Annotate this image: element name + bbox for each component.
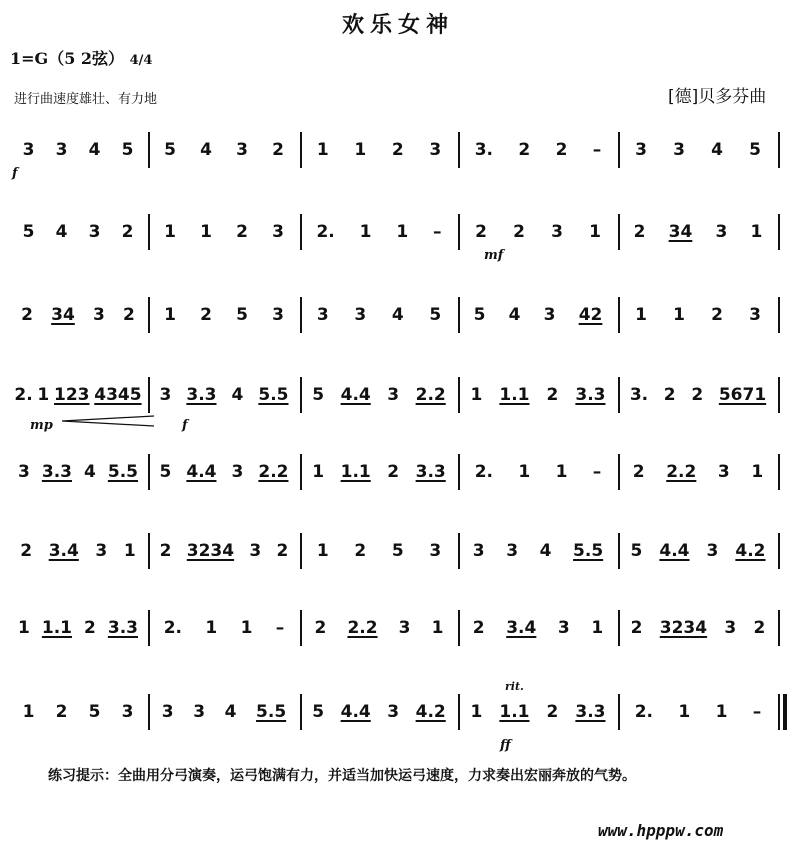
note: 1 (205, 618, 218, 638)
note: 2 (20, 541, 33, 561)
note: 1 (431, 618, 444, 638)
note: 1 (312, 462, 325, 482)
ritardando: rit. (505, 680, 524, 693)
note: 1 (200, 222, 212, 242)
note: 3.3 (186, 385, 217, 405)
note: 3234 (659, 618, 708, 638)
measure (462, 702, 614, 802)
note: 3 (272, 222, 284, 242)
note: 3 (161, 702, 174, 722)
note: 5 (749, 140, 761, 160)
note: 2 (84, 618, 96, 638)
note: 3 (88, 222, 101, 242)
note: 2 (21, 305, 33, 325)
measure (12, 702, 144, 802)
note: 5.5 (256, 702, 287, 722)
note: 4 (391, 305, 404, 325)
bar-line (148, 533, 150, 569)
note: 4.2 (735, 541, 766, 561)
bar-line (300, 454, 302, 490)
bar-line (300, 694, 302, 730)
note: 4 (84, 462, 96, 482)
note: 3 (551, 222, 563, 242)
note: 3 (55, 140, 68, 160)
note: 2. (316, 222, 335, 242)
note: 2 (555, 140, 568, 160)
bar-line (300, 610, 302, 646)
note: 3 (193, 702, 206, 722)
practice-tip: 练习提示：全曲用分弓演奏，运弓饱满有力，并适当加快运弓速度，力求奏出宏丽奔放的气势。 (48, 768, 636, 784)
bar-line (618, 214, 620, 250)
bar-line (458, 694, 460, 730)
bar-line (778, 297, 780, 333)
note: 5 (429, 305, 442, 325)
note: 2 (200, 305, 212, 325)
note: 2 (633, 222, 646, 242)
note: – (752, 702, 762, 722)
note: 1 (673, 305, 685, 325)
note: 4 (231, 385, 244, 405)
note: 3.4 (506, 618, 537, 638)
dynamic-mp: mp (30, 418, 53, 433)
note: 2 (391, 140, 404, 160)
note: 1 (240, 618, 253, 638)
note: 3.3 (575, 702, 606, 722)
note: 1 (123, 541, 136, 561)
note: 3 (22, 140, 35, 160)
note: 5.5 (573, 541, 604, 561)
note: 3 (249, 541, 262, 561)
note: 5 (121, 140, 134, 160)
note: 3 (749, 305, 761, 325)
note: 1 (396, 222, 409, 242)
note: 2 (630, 618, 643, 638)
note: 1.1 (340, 462, 371, 482)
note: 5 (391, 541, 404, 561)
dynamic-f-2: f (182, 418, 188, 433)
bar-line (458, 297, 460, 333)
note: 2 (753, 618, 766, 638)
note: 2 (276, 541, 289, 561)
note: 2 (711, 305, 723, 325)
bar-line (300, 297, 302, 333)
note: 1.1 (499, 385, 530, 405)
note: 1 (18, 618, 30, 638)
note: 1 (555, 462, 568, 482)
note: 42 (578, 305, 603, 325)
note: 3 (272, 305, 284, 325)
note: 3 (95, 541, 108, 561)
note: 5.5 (107, 462, 138, 482)
note: 3 (543, 305, 556, 325)
note: 1 (37, 385, 50, 405)
note: 4345 (94, 385, 142, 405)
note: 2 (546, 702, 559, 722)
note: 5.5 (258, 385, 289, 405)
note: 5 (312, 385, 325, 405)
note: 3. (474, 140, 493, 160)
note: 3.3 (415, 462, 446, 482)
note: 1 (359, 222, 372, 242)
note: 2 (518, 140, 531, 160)
time-signature: 4/4 (129, 53, 153, 68)
note: 1 (164, 305, 176, 325)
note: 2.2 (347, 618, 378, 638)
note: 1 (164, 222, 176, 242)
bar-line (300, 533, 302, 569)
note: – (433, 222, 442, 242)
note: 2 (314, 618, 327, 638)
note: 2.2 (415, 385, 446, 405)
note: 1 (316, 541, 329, 561)
note: – (275, 618, 285, 638)
note: 2.2 (666, 462, 697, 482)
note: 2 (387, 462, 400, 482)
note: 2. (14, 385, 33, 405)
note: 4.4 (659, 541, 690, 561)
bar-line (618, 533, 620, 569)
note: 4 (539, 541, 552, 561)
bar-line (148, 610, 150, 646)
bar-line (458, 533, 460, 569)
note: – (592, 462, 602, 482)
note: 3 (121, 702, 134, 722)
bar-line (618, 610, 620, 646)
bar-line (148, 454, 150, 490)
note: 4.4 (340, 385, 371, 405)
note: 4 (711, 140, 723, 160)
measure (622, 702, 774, 802)
note: 4 (55, 222, 68, 242)
note: 3 (717, 462, 730, 482)
note: 1 (518, 462, 531, 482)
note: 4 (200, 140, 212, 160)
note: 34 (668, 222, 693, 242)
note: 1 (470, 385, 483, 405)
note: 3 (429, 140, 442, 160)
bar-line (778, 214, 780, 250)
note: 2.2 (258, 462, 289, 482)
bar-line (148, 297, 150, 333)
bar-line (458, 214, 460, 250)
note: 3 (18, 462, 30, 482)
note: 3 (387, 385, 400, 405)
note: 4.2 (415, 702, 446, 722)
note: 5 (164, 140, 176, 160)
note: 3. (629, 385, 649, 405)
note: 2 (663, 385, 676, 405)
bar-line (618, 297, 620, 333)
note: 34 (51, 305, 75, 325)
note: 2 (546, 385, 559, 405)
note: 2. (474, 462, 493, 482)
note: 123 (54, 385, 90, 405)
note: 1 (22, 702, 35, 722)
note: 5 (236, 305, 248, 325)
bar-line (618, 454, 620, 490)
note: 3 (557, 618, 570, 638)
website-url: www.hpppw.com (598, 821, 724, 840)
final-bar-line (783, 694, 787, 730)
note: 4 (88, 140, 101, 160)
note: 5 (630, 541, 643, 561)
note: 2 (354, 541, 367, 561)
composer: [德]贝多芬曲 (668, 87, 767, 107)
note: 2 (632, 462, 645, 482)
note: 3 (354, 305, 367, 325)
dynamic-f: f (12, 166, 18, 181)
note: 2. (163, 618, 182, 638)
note: 2 (513, 222, 525, 242)
note: 3 (387, 702, 400, 722)
note: – (592, 140, 602, 160)
bar-line (458, 132, 460, 168)
note: 1.1 (499, 702, 530, 722)
bar-line (778, 132, 780, 168)
bar-line (778, 533, 780, 569)
note: 1 (589, 222, 601, 242)
note: 5671 (718, 385, 767, 405)
note: 2 (472, 618, 485, 638)
bar-line (148, 377, 150, 413)
note: 2 (691, 385, 704, 405)
note: 3.3 (107, 618, 138, 638)
crescendo-hairpin (60, 414, 156, 428)
note: 2. (634, 702, 653, 722)
note: 2 (475, 222, 487, 242)
note: 5 (88, 702, 101, 722)
note: 1 (751, 462, 764, 482)
key-label: 1=G（5 2弦） (10, 49, 125, 68)
bar-line (300, 214, 302, 250)
note: 2 (159, 541, 172, 561)
bar-line (618, 377, 620, 413)
note: 5 (22, 222, 35, 242)
bar-line (148, 214, 150, 250)
tempo-marking: 进行曲速度雄壮、有力地 (14, 92, 158, 107)
note: 4.4 (186, 462, 217, 482)
note: 1 (678, 702, 691, 722)
dynamic-mf: mf (484, 248, 504, 263)
note: 4 (508, 305, 521, 325)
score-line (0, 702, 796, 802)
note: 3 (429, 541, 442, 561)
bar-line (618, 694, 620, 730)
note: 3.3 (575, 385, 606, 405)
note: 3 (724, 618, 737, 638)
note: 2 (55, 702, 68, 722)
note: 5 (159, 462, 172, 482)
note: 4.4 (340, 702, 371, 722)
bar-line (148, 694, 150, 730)
note: 5 (473, 305, 486, 325)
note: 3 (159, 385, 172, 405)
note: 4 (224, 702, 237, 722)
key-signature (10, 46, 152, 69)
bar-line (148, 132, 150, 168)
note: 3 (472, 541, 485, 561)
note: 1 (354, 140, 367, 160)
bar-line (458, 377, 460, 413)
dynamic-ff: ff (500, 738, 511, 753)
note: 2 (121, 222, 134, 242)
bar-line (300, 132, 302, 168)
note: 3 (715, 222, 728, 242)
note: 1 (715, 702, 728, 722)
note: 3 (92, 305, 105, 325)
note: 1.1 (41, 618, 72, 638)
note: 2 (123, 305, 135, 325)
bar-line (778, 610, 780, 646)
note: 3 (236, 140, 248, 160)
note: 1 (750, 222, 763, 242)
note: 1 (316, 140, 329, 160)
note: 1 (470, 702, 483, 722)
note: 3 (635, 140, 647, 160)
note: 1 (635, 305, 647, 325)
note: 3.4 (48, 541, 79, 561)
note: 2 (236, 222, 248, 242)
bar-line (778, 694, 780, 730)
note: 3 (506, 541, 519, 561)
note: 2 (272, 140, 284, 160)
note: 1 (591, 618, 604, 638)
note: 3 (673, 140, 685, 160)
note: 3234 (186, 541, 235, 561)
note: 3 (398, 618, 411, 638)
bar-line (778, 377, 780, 413)
measure (152, 702, 296, 802)
note: 3 (231, 462, 244, 482)
note: 3 (706, 541, 719, 561)
measure (304, 702, 454, 802)
bar-line (458, 454, 460, 490)
bar-line (778, 454, 780, 490)
bar-line (458, 610, 460, 646)
page-title: 欢乐女神 (341, 13, 454, 38)
bar-line (300, 377, 302, 413)
note: 5 (312, 702, 325, 722)
bar-line (618, 132, 620, 168)
note: 3 (316, 305, 329, 325)
note: 3.3 (41, 462, 72, 482)
